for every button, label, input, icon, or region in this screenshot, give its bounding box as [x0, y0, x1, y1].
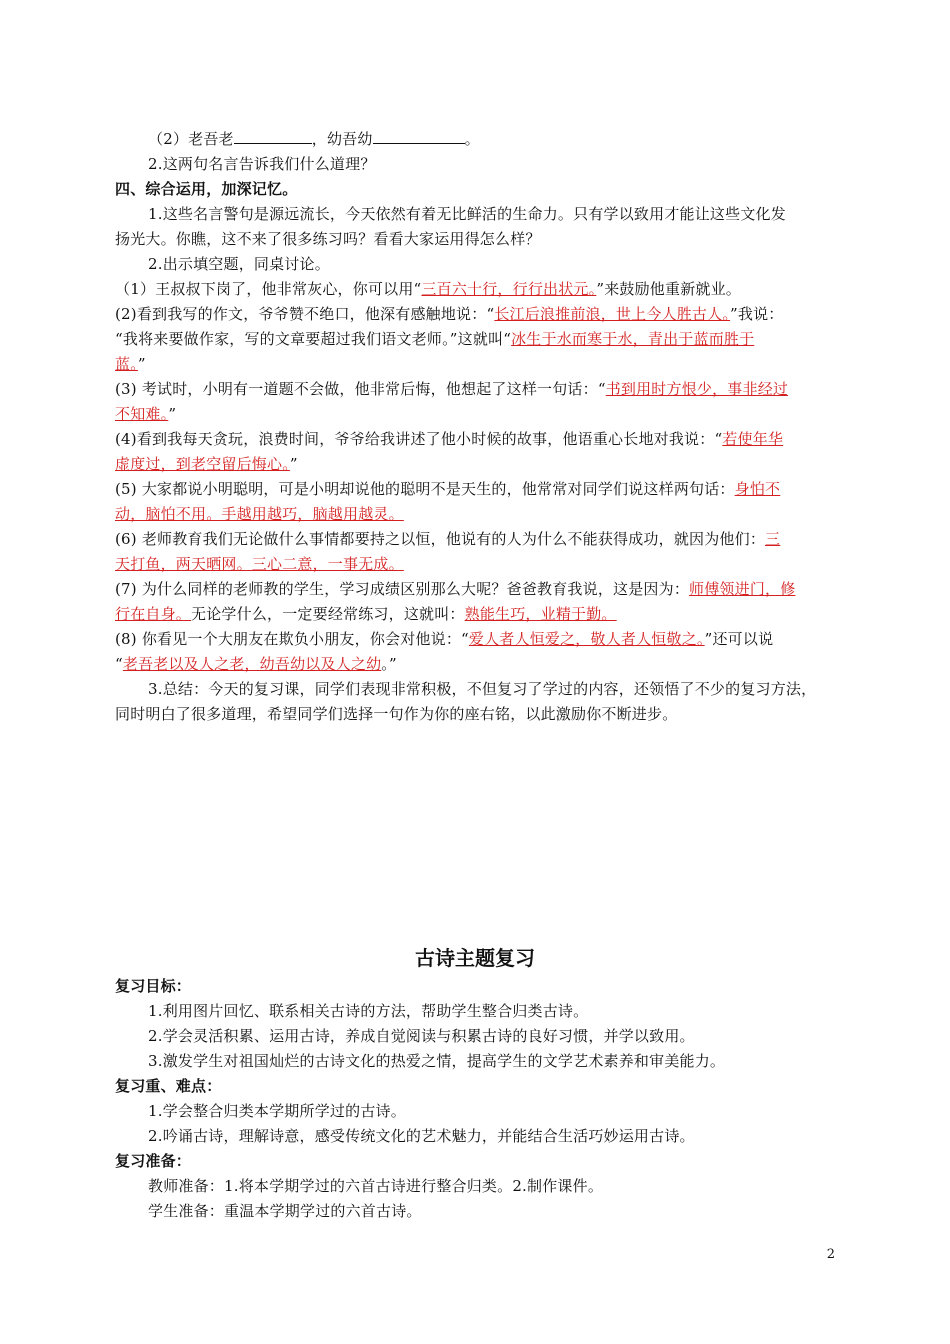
prep-item: 学生准备：重温本学期学过的六首古诗。 — [148, 1202, 422, 1220]
exercise-4-cont: 虚度过，到老空留后悔心。” — [115, 455, 298, 473]
exercise-7: (7) 为什么同样的老师教的学生，学习成绩区别那么大呢？爸爸教育我说，这是因为：师傅领进门，修 — [115, 580, 796, 598]
answer-text: 虚度过，到老空留后悔心。 — [115, 455, 290, 473]
answer-text: 蓝。 — [115, 355, 138, 373]
key-heading: 复习重、难点： — [115, 1077, 222, 1095]
answer-text: 动，脑怕不用。手越用越巧，脑越用越灵。 — [115, 505, 404, 523]
key-item: 2.吟诵古诗，理解诗意，感受传统文化的艺术魅力，并能结合生活巧妙运用古诗。 — [148, 1127, 695, 1145]
exercise-2-cont: “我将来要做作家，写的文章要超过我们语文老师。”这就叫“冰生于水而寒于水，青出于蓝而胜于 — [115, 330, 755, 348]
answer-text: 爱人者人恒爱之，敬人者人恒敬之。 — [468, 630, 705, 648]
summary-line: 3.总结：今天的复习课，同学们表现非常积极，不但复习了学过的内容，还领悟了不少的复习方法， — [148, 680, 817, 698]
answer-text: 身怕不 — [734, 480, 781, 498]
section-title: 古诗主题复习 — [415, 946, 535, 970]
exercise-5-cont — [115, 503, 404, 525]
exercise-3: (3) 考试时，小明有一道题不会做，他非常后悔，他想起了这样一句话：“书到用时方恨少，事非经过 — [115, 380, 789, 398]
paragraph-line: 1.这些名言警句是源远流长，今天依然有着无比鲜活的生命力。只有学以致用才能让这些文化发 — [148, 205, 786, 223]
answer-text: 长江后浪推前浪，世上今人胜古人。 — [494, 305, 731, 323]
exercise-2-cont: 蓝。” — [115, 355, 146, 373]
goal-heading: 复习目标： — [115, 977, 192, 995]
goal-item: 3.激发学生对祖国灿烂的古诗文化的热爱之情，提高学生的文学艺术素养和审美能力。 — [148, 1052, 726, 1070]
exercise-6: (6) 老师教育我们无论做什么事情都要持之以恒，他说有的人为什么不能获得成功，就因为他们：三 — [115, 530, 781, 548]
fill-blank-line: （2）老吾老 ，幼吾幼 。 — [148, 130, 480, 148]
exercise-4: (4)看到我每天贪玩，浪费时间，爷爷给我讲述了他小时候的故事，他语重心长地对我说：“若使年华 — [115, 430, 784, 448]
prep-item: 教师准备：1.将本学期学过的六首古诗进行整合归类。2.制作课件。 — [148, 1177, 604, 1195]
prep-heading: 复习准备： — [115, 1152, 192, 1170]
answer-text: 老吾老以及人之老，幼吾幼以及人之幼 — [122, 655, 382, 673]
exercise-3-cont: 不知难。” — [115, 405, 177, 423]
answer-text: 若使年华 — [722, 430, 784, 448]
exercise-2: (2)看到我写的作文，爷爷赞不绝口，他深有感触地说：“长江后浪推前浪，世上今人胜古人。”我说： — [115, 305, 784, 323]
exercise-7-cont: 行在自身。无论学什么，一定要经常练习，这就叫：熟能生巧，业精于勤。 — [115, 605, 617, 623]
question-line: 2.这两句名言告诉我们什么道理？ — [148, 155, 376, 173]
key-item: 1.学会整合归类本学期所学过的古诗。 — [148, 1102, 406, 1120]
exercise-5: (5) 大家都说小明聪明，可是小明却说他的聪明不是天生的，他常常对同学们说这样两句话：身怕不 — [115, 480, 781, 498]
answer-text: 熟能生巧，业精于勤。 — [464, 605, 617, 623]
section-heading: 四、综合运用，加深记忆。 — [115, 180, 298, 198]
answer-blank[interactable] — [373, 129, 465, 144]
goal-item: 2.学会灵活积累、运用古诗，养成自觉阅读与积累古诗的良好习惯，并学以致用。 — [148, 1027, 695, 1045]
answer-text: 师傅领进门，修 — [689, 580, 796, 598]
page-number: 2 — [826, 1247, 835, 1262]
answer-text: 三 — [765, 530, 781, 548]
answer-text: 行在自身。 — [115, 605, 192, 623]
paragraph-line: 扬光大。你瞧，这不来了很多练习吗？看看大家运用得怎么样？ — [115, 230, 541, 248]
goal-item: 1.利用图片回忆、联系相关古诗的方法，帮助学生整合归类古诗。 — [148, 1002, 589, 1020]
summary-line: 同时明白了很多道理，希望同学们选择一句作为你的座右铭，以此激励你不断进步。 — [115, 705, 678, 723]
answer-text: 三百六十行，行行出状元。 — [421, 280, 597, 298]
exercise-6-cont — [115, 553, 404, 575]
answer-blank[interactable] — [234, 129, 312, 144]
answer-text: 冰生于水而寒于水，青出于蓝而胜于 — [511, 330, 755, 348]
exercise-8-cont: “老吾老以及人之老，幼吾幼以及人之幼。” — [115, 655, 397, 673]
answer-text: 天打鱼，两天晒网。三心二意，一事无成。 — [115, 555, 404, 573]
exercise-1: （1）王叔叔下岗了，他非常灰心，你可以用“三百六十行，行行出状元。”来鼓励他重新就业。 — [115, 280, 741, 298]
paragraph-line: 2.出示填空题，同桌讨论。 — [148, 255, 330, 273]
exercise-8: (8) 你看见一个大朋友在欺负小朋友，你会对他说：“爱人者人恒爱之，敬人者人恒敬之。”还可以说 — [115, 630, 774, 648]
answer-text: 不知难。 — [115, 405, 169, 423]
answer-text: 书到用时方恨少，事非经过 — [605, 380, 789, 398]
